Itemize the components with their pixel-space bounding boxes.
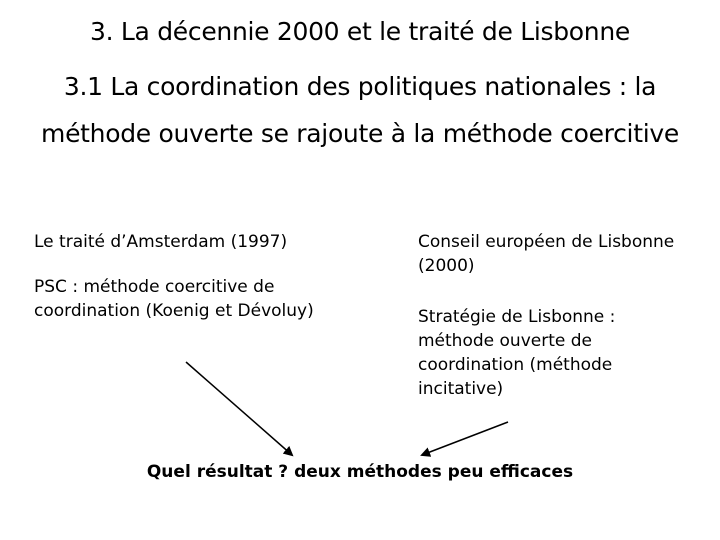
left-heading: Le traité d’Amsterdam (1997) (34, 232, 288, 252)
right-heading: Conseil européen de Lisbonne (2000) (418, 232, 675, 276)
right-arrow (422, 422, 508, 455)
right-body: Stratégie de Lisbonne : méthode ouverte de coordination (méthode incitative) (418, 307, 616, 399)
left-arrow (186, 362, 292, 455)
conclusion-text: Quel résultat ? deux méthodes peu efficaces (146, 462, 574, 482)
slide-title-line-2: 3.1 La coordination des politiques nationales : la (63, 72, 657, 101)
slide-title-line-3: méthode ouverte se rajoute à la méthode coercitive (41, 119, 679, 148)
slide-title-line-1: 3. La décennie 2000 et le traité de Lisbonne (90, 17, 630, 46)
left-body: PSC : méthode coercitive de coordination (Koenig et Dévoluy) (34, 277, 314, 321)
